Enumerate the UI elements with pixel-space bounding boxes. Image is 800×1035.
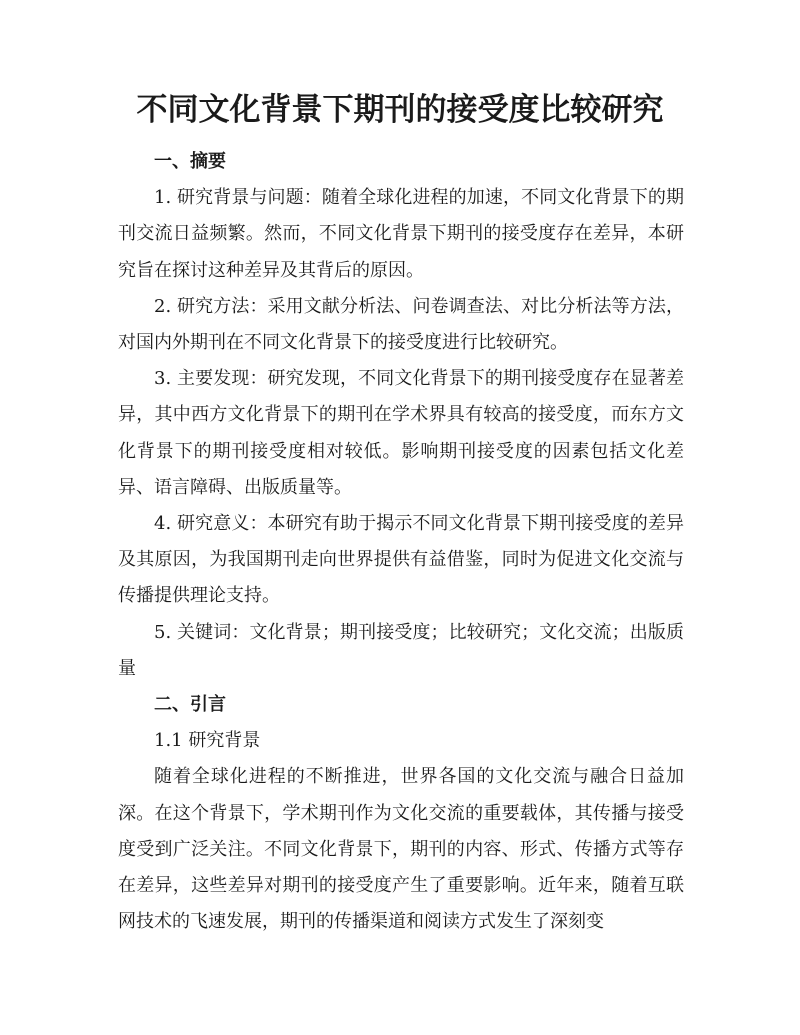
abstract-item-2: 2. 研究方法：采用文献分析法、问卷调查法、对比分析法等方法，对国内外期刊在不同文化背景下的接受度进行比较研究。 [118, 295, 684, 354]
abstract-item-3: 3. 主要发现：研究发现，不同文化背景下的期刊接受度存在显著差异，其中西方文化背景下的期刊在学术界具有较高的接受度，而东方文化背景下的期刊接受度相对较低。影响期刊接受度的因素包括文化差异、语言障碍、出版质量等。 [118, 368, 684, 498]
abstract-item-4: 4. 研究意义：本研究有助于揭示不同文化背景下期刊接受度的差异及其原因，为我国期刊走向世界提供有益借鉴，同时为促进文化交流与传播提供理论支持。 [118, 513, 684, 607]
document-body [118, 144, 684, 940]
document-title: 不同文化背景下期刊的接受度比较研究 [136, 92, 664, 128]
section-heading-introduction: 二、引言 [154, 694, 226, 716]
abstract-item-5: 5. 关键词：文化背景；期刊接受度；比较研究；文化交流；出版质量 [118, 621, 684, 679]
abstract-item-1: 1. 研究背景与问题：随着全球化进程的加速，不同文化背景下的期刊交流日益频繁。然而，不同文化背景下期刊的接受度存在差异，本研究旨在探讨这种差异及其背后的原因。 [118, 187, 684, 281]
subsection-heading-research-background: 1.1 研究背景 [154, 730, 261, 752]
intro-paragraph: 随着全球化进程的不断推进，世界各国的文化交流与融合日益加深。在这个背景下，学术期刊作为文化交流的重要载体，其传播与接受度受到广泛关注。不同文化背景下，期刊的内容、形式、传播方式等存在差异，这些差异对期刊的接受度产生了重要影响。近年来，随着互联网技术的飞速发展，期刊的传播渠道和阅读方式发生了深刻变 [118, 766, 684, 933]
section-heading-abstract: 一、摘要 [154, 151, 226, 172]
